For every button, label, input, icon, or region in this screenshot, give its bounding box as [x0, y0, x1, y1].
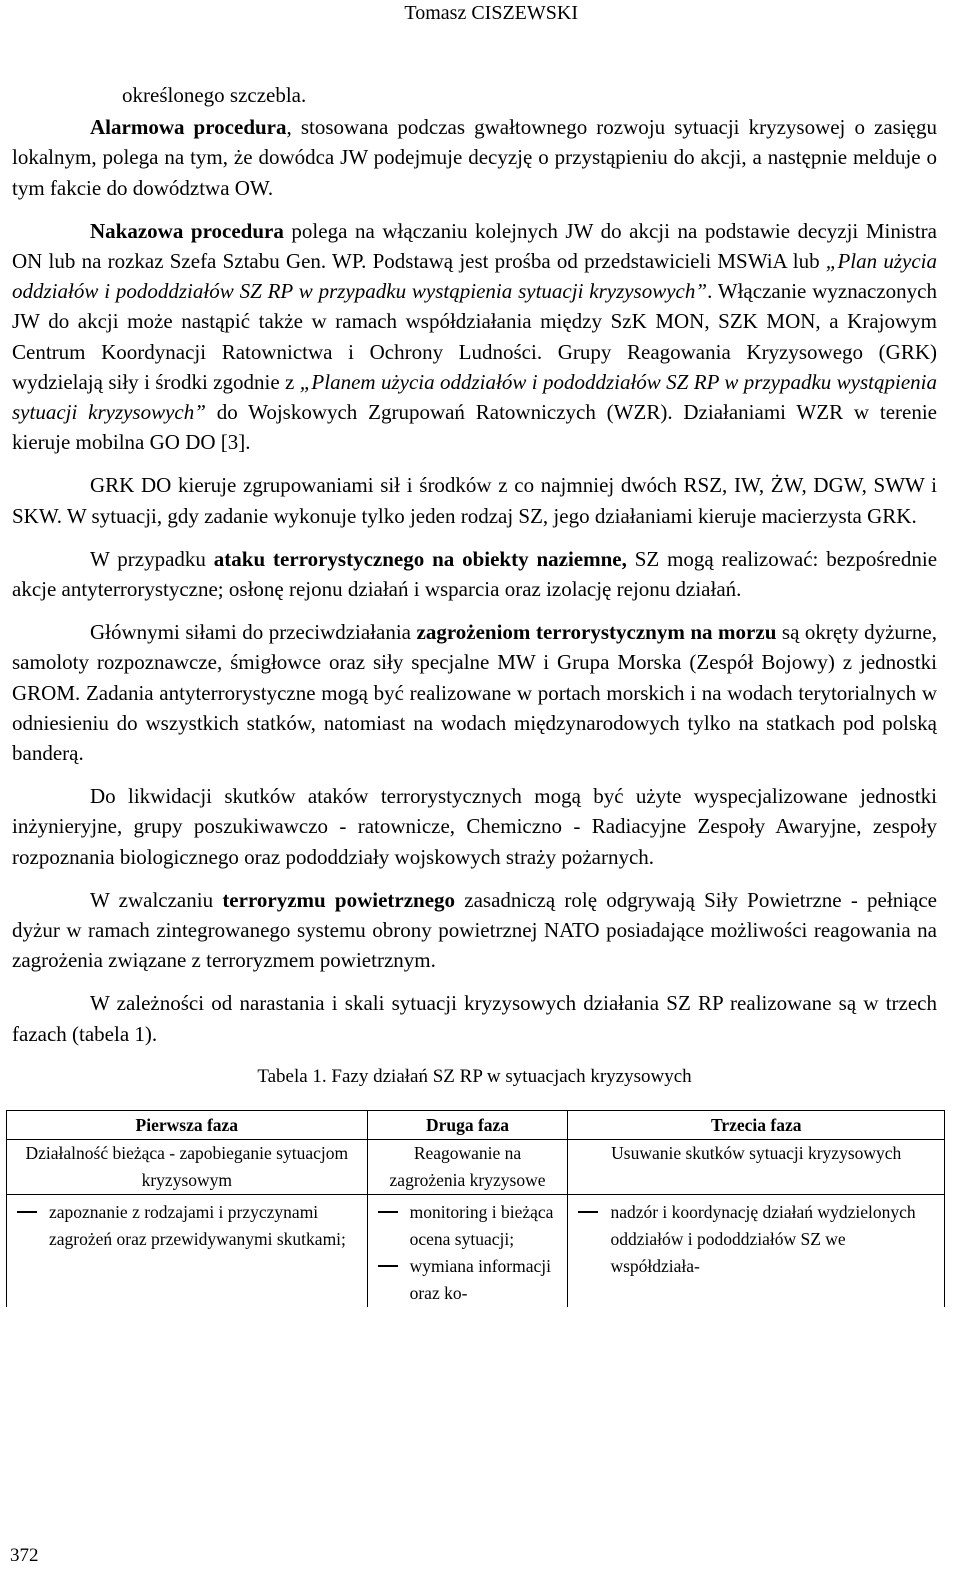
plan-title: „Plan użycia oddziałów i pododdziałów SZ RP w przypadku wystąpienia sytuacji kryzysowych” — [12, 249, 937, 304]
page-number: 372 — [10, 1545, 39, 1566]
list-item: monitoring i bieżąca ocena sytuacji; — [374, 1199, 562, 1253]
list-item: wymiana informacji oraz ko- — [374, 1253, 562, 1307]
table-cell: Działalność bieżąca - zapobieganie sytuacjom kryzysowym — [7, 1140, 368, 1195]
paragraph-alarm-procedure — [12, 112, 937, 203]
paragraph-sea-threats — [12, 617, 937, 768]
paragraph-attack-effects: Do likwidacji skutków ataków terrorystycznych mogą być użyte wyspecjalizowane jednostki inżynieryjne, grupy poszukiwawczo - ratownicze, Chemiczno - Radiacyjne Zespoły Awaryjne, zespoły rozpoznania biologicznego oraz pododdziały wojskowych straży pożarnych. — [12, 784, 937, 869]
text-span: Głównymi siłami do przeciwdziałania — [90, 620, 417, 645]
text-span: W zwalczaniu — [90, 887, 223, 912]
document-body — [12, 80, 937, 1307]
table-row — [7, 1195, 945, 1308]
table-header-row — [7, 1111, 945, 1140]
column-header: Trzecia faza — [568, 1111, 945, 1140]
phases-table — [6, 1110, 945, 1307]
paragraph-phases: W zależności od narastania i skali sytuacji kryzysowych działania SZ RP realizowane są w trzech fazach (tabela 1). — [12, 991, 937, 1046]
table-cell — [367, 1195, 568, 1308]
list-item: zapoznanie z rodzajami i przyczynami zagrożeń oraz przewidywanymi skutkami; — [13, 1199, 361, 1253]
plan-title: „Planem użycia oddziałów i pododdziałów SZ RP w przypadku wystąpienia sytuacji kryzysowych” — [12, 369, 937, 425]
table-cell: Usuwanie skutków sytuacji kryzysowych — [568, 1140, 945, 1195]
text-span: polega na włączaniu kolejnych JW do akcji na podstawie decyzji Ministra ON lub na rozkaz Szefa Sztabu Gen. WP. Podstawą jest prośba od przedstawicieli MSWiA lub — [12, 218, 937, 274]
paragraph-air-terrorism — [12, 885, 937, 976]
list-item: nadzór i koordynację działań wydzielonych oddziałów i pododdziałów SZ we współdziała- — [574, 1199, 938, 1280]
text-span: są okręty dyżurne, samoloty rozpoznawcze, śmigłowce oraz siły specjalne MW i Grupa Morska (Zespół Bojowy) z jednostki GROM. Zadania antyterrorystyczne mogą być realizowane w portach morskich i na wodach terytorialnych w odniesieniu do wszystkich statków, natomiast na wodach międzynarodowych tylko na statkach pod polską banderą. — [12, 620, 937, 766]
text-span: SZ mogą realizować: bezpośrednie akcje antyterrorystyczne; osłonę rejonu działań i wsparcia oraz izolację rejonu działań. — [12, 546, 938, 602]
table-cell — [568, 1195, 945, 1308]
term-sea-threats: zagrożeniom terrorystycznym na morzu — [416, 620, 777, 645]
term-alarm-procedure: Alarmowa procedura — [90, 115, 287, 140]
table-caption: Tabela 1. Fazy działań SZ RP w sytuacjach kryzysowych — [257, 1065, 692, 1087]
column-header: Druga faza — [367, 1111, 568, 1140]
column-header: Pierwsza faza — [7, 1111, 368, 1140]
text-span: . Włączanie wyznaczonych JW do akcji może nastąpić także w ramach współdziałania między SzK MON, SZK MON, a Krajowym Centrum Koordynacji Ratownictwa i Ochrony Ludności. Grupy Reagowania Kryzysowego (GRK) wydzielają siły i środki zgodnie z — [12, 279, 937, 394]
paragraph-grk: GRK DO kieruje zgrupowaniami sił i środków z co najmniej dwóch RSZ, IW, ŻW, DGW, SWW i SKW. W sytuacji, gdy zadanie wykonuje tylko jeden rodzaj SZ, jego działaniami kieruje macierzysta GRK. — [12, 473, 937, 528]
term-air-terrorism: terroryzmu powietrznego — [222, 887, 456, 912]
table-row — [7, 1140, 945, 1195]
paragraph-ground-attack — [12, 544, 937, 604]
paragraph-order-procedure — [12, 216, 937, 458]
term-order-procedure: Nakazowa procedura — [90, 218, 284, 243]
text-span: zasadniczą rolę odgrywają Siły Powietrzne - pełniące dyżur w ramach zintegrowanego systemu obrony powietrznej NATO posiadające możliwości reagowania na zagrożenia związane z terroryzmem powietrznym. — [12, 887, 937, 973]
term-ground-attack: ataku terrorystycznego na obiekty naziemne, — [213, 546, 627, 571]
table-cell: Reagowanie na zagrożenia kryzysowe — [367, 1140, 568, 1195]
table-cell — [7, 1195, 368, 1308]
paragraph-continuation: określonego szczebla. — [122, 83, 307, 107]
text-span: do Wojskowych Zgrupowań Ratowniczych (WZR). Działaniami WZR w terenie kieruje mobilna GO DO [3]. — [12, 400, 937, 455]
text-span: , stosowana podczas gwałtownego rozwoju sytuacji kryzysowej o zasięgu lokalnym, polega na tym, że dowódca JW podejmuje decyzję o przystąpieniu do akcji, a następnie melduje o tym fakcie do dowództwa OW. — [12, 115, 938, 200]
text-span: W przypadku — [90, 546, 214, 571]
running-header: Tomasz CISZEWSKI — [404, 2, 578, 24]
